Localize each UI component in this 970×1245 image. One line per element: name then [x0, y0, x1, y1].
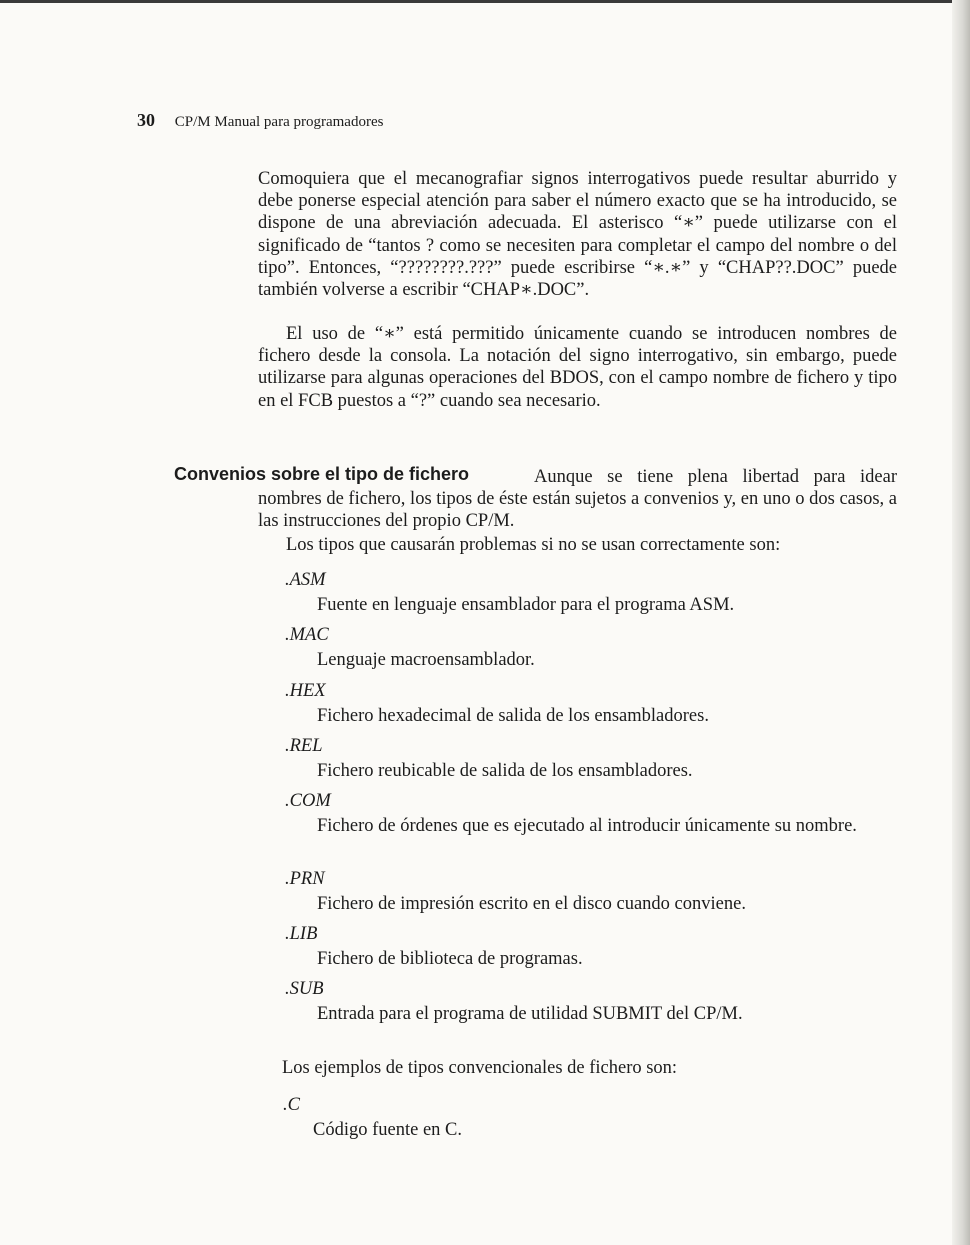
file-types-intro: Los tipos que causarán problemas si no se usan correctamente son:: [286, 535, 781, 555]
file-type-name: .SUB: [285, 979, 324, 999]
file-type-name: .HEX: [285, 681, 326, 701]
section-first-paragraph: Aunque se tiene plena libertad para idear nombres de fichero, los tipos de éste están sujetos a convenios y, en uno o dos casos, a las instrucciones del propio CP/M.: [258, 467, 897, 532]
file-type-description: Fichero de órdenes que es ejecutado al introducir únicamente su nombre.: [317, 816, 857, 836]
file-type-description: Entrada para el programa de utilidad SUBMIT del CP/M.: [317, 1004, 743, 1024]
file-type-name: .LIB: [285, 924, 318, 944]
file-type-name: .COM: [285, 791, 331, 811]
running-title: CP/M Manual para programadores: [174, 114, 384, 130]
file-type-name: .MAC: [285, 625, 329, 645]
file-type-name: .PRN: [285, 869, 325, 889]
file-type-description: Fichero hexadecimal de salida de los ensambladores.: [317, 706, 709, 726]
file-type-description: Fichero de biblioteca de programas.: [317, 949, 583, 969]
file-type-name: .ASM: [285, 570, 326, 590]
page-header: [137, 110, 383, 131]
paragraph-asterisk-usage: El uso de “∗” está permitido únicamente cuando se introducen nombres de fichero desde la consola. La notación del signo interrogativo, sin embargo, puede utilizarse para algunas operaciones del BDOS, con el campo nombre de fichero y tipo en el FCB puestos a “?” cuando sea necesario.: [258, 324, 897, 411]
section-heading: Convenios sobre el tipo de fichero: [174, 464, 470, 484]
file-type-description: Fuente en lenguaje ensamblador para el programa ASM.: [317, 595, 735, 615]
file-type-description: Fichero reubicable de salida de los ensambladores.: [317, 761, 693, 781]
example-type-name: .C: [283, 1095, 300, 1115]
example-type-description: Código fuente en C.: [313, 1120, 463, 1140]
page-right-edge: [952, 0, 970, 1245]
page-number: 30: [137, 110, 155, 130]
file-type-description: Lenguaje macroensamblador.: [317, 650, 535, 670]
file-type-name: .REL: [285, 736, 323, 756]
examples-intro: Los ejemplos de tipos convencionales de fichero son:: [282, 1058, 678, 1078]
file-type-description: Fichero de impresión escrito en el disco cuando conviene.: [317, 894, 746, 914]
paragraph-asterisk-abbreviation: Comoquiera que el mecanografiar signos interrogativos puede resultar aburrido y debe ponerse especial atención para saber el número exacto que se ha introducido, se dispone de una abreviación adecuada. El asterisco “∗” puede utilizarse con el significado de “tantos ? como se necesiten para completar el campo del nombre o del tipo”. Entonces, “????????.???” puede escribirse “∗.∗” y “CHAP??.DOC” puede también volverse a escribir “CHAP∗.DOC”.: [258, 169, 897, 301]
page-top-edge: [0, 0, 970, 3]
